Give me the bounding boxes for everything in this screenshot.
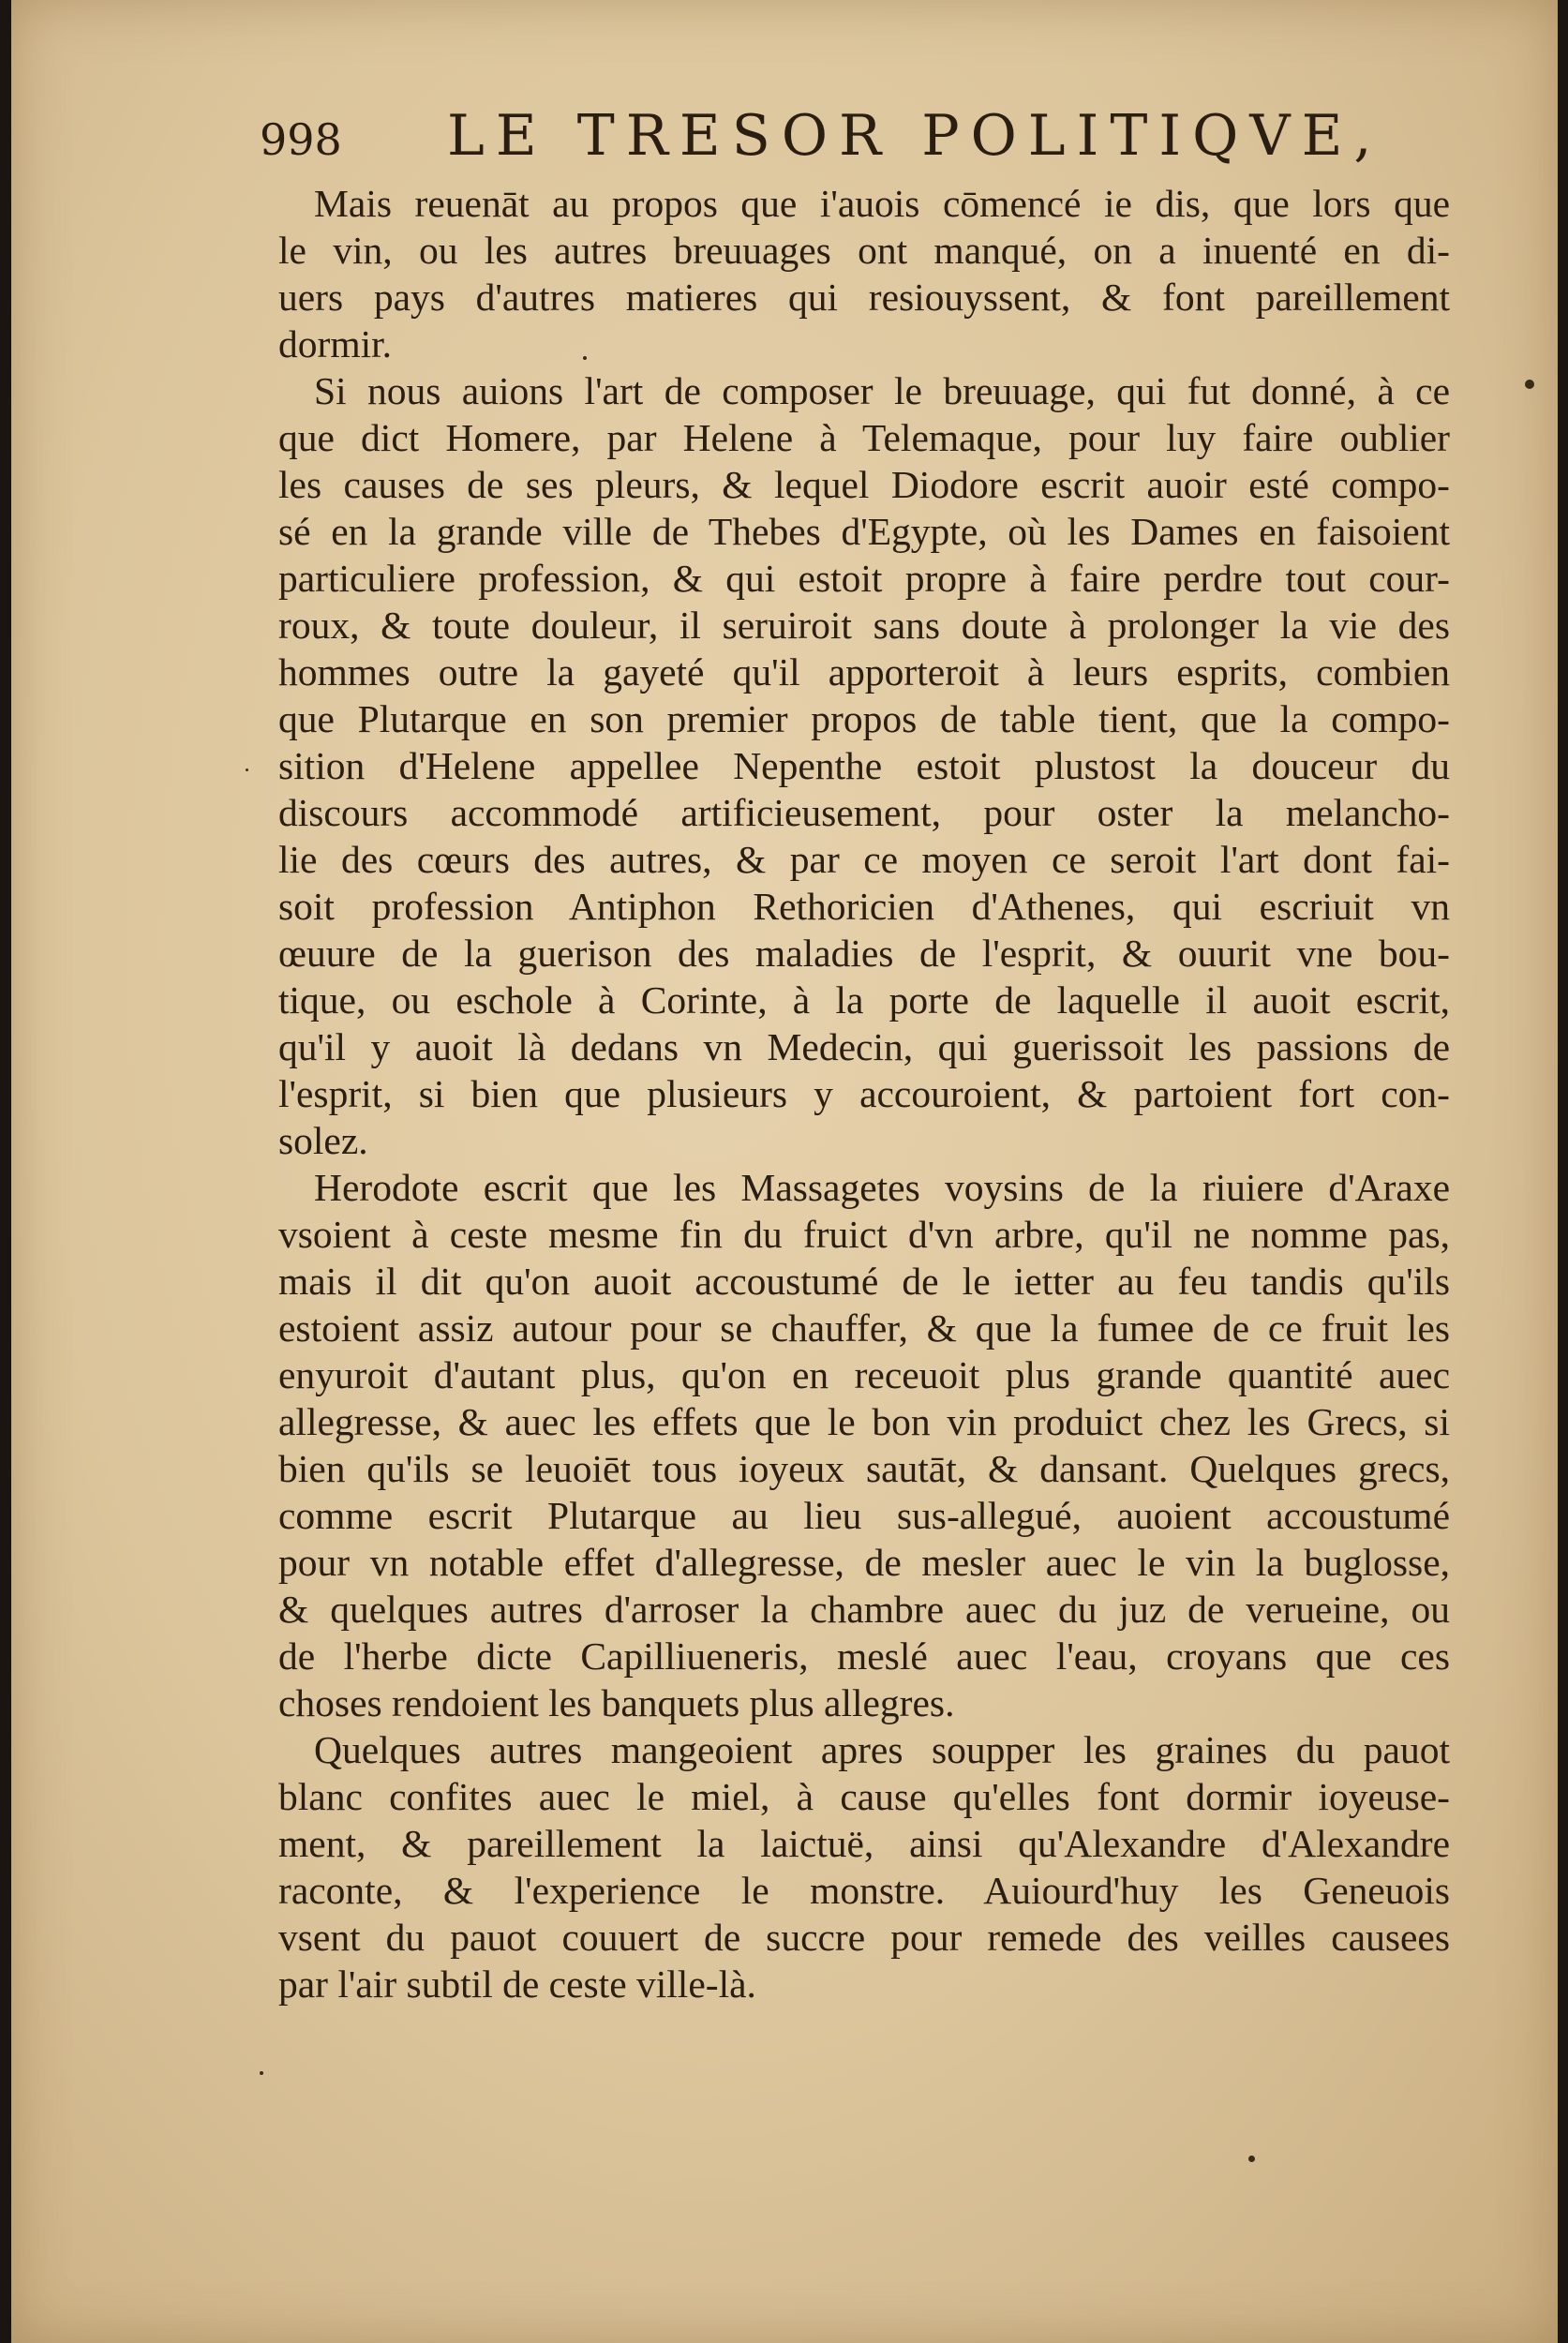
text-line: le vin, ou les autres breuuages ont manqué, on a inuenté en di- [278, 229, 1450, 272]
body-text [278, 180, 1450, 2007]
text-line: qu'il y auoit là dedans vn Medecin, qui guerissoit les passions de [278, 1025, 1450, 1068]
text-line: allegresse, & auec les effets que le bon vin produict chez les Grecs, si [278, 1400, 1450, 1443]
ink-speck [583, 356, 587, 360]
text-line: & quelques autres d'arroser la chambre auec du juz de verueine, ou [278, 1588, 1450, 1631]
text-line: que dict Homere, par Helene à Telemaque, pour luy faire oublier [278, 416, 1450, 459]
running-title: LE TRESOR POLITIQVE, [447, 103, 1383, 169]
text-line: mais il dit qu'on auoit accoustumé de le ietter au feu tandis qu'ils [278, 1260, 1450, 1303]
page-header [260, 103, 1441, 169]
text-line: choses rendoient les banquets plus allegres. [278, 1681, 955, 1724]
text-line: Quelques autres mangeoient apres soupper les graines du pauot [314, 1728, 1450, 1771]
text-line: discours accommodé artificieusement, pour oster la melancho- [278, 791, 1450, 834]
text-line: raconte, & l'experience le monstre. Auiourd'huy les Geneuois [278, 1869, 1450, 1912]
text-line: soit profession Antiphon Rethoricien d'Athenes, qui escriuit vn [278, 885, 1450, 928]
text-line: que Plutarque en son premier propos de table tient, que la compo- [278, 697, 1450, 740]
text-line: dormir. [278, 322, 393, 366]
text-line: blanc confites auec le miel, à cause qu'elles font dormir ioyeuse- [278, 1775, 1450, 1818]
text-line: les causes de ses pleurs, & lequel Diodore escrit auoir esté compo- [278, 463, 1450, 506]
text-line: estoient assiz autour pour se chauffer, & que la fumee de ce fruit les [278, 1306, 1450, 1350]
text-line: ment, & pareillement la laictuë, ainsi qu'Alexandre d'Alexandre [278, 1822, 1450, 1865]
text-line: l'esprit, si bien que plusieurs y accouroient, & partoient fort con- [278, 1072, 1450, 1115]
book-page [11, 0, 1558, 2343]
text-line: uers pays d'autres matieres qui resiouyssent, & font pareillement [278, 276, 1450, 319]
text-line: bien qu'ils se leuoiēt tous ioyeux sautāt, & dansant. Quelques grecs, [278, 1447, 1450, 1490]
text-line: Herodote escrit que les Massagetes voysins de la riuiere d'Araxe [314, 1166, 1450, 1209]
ink-speck [1525, 380, 1534, 389]
ink-speck [260, 2071, 263, 2075]
text-line: Mais reuenāt au propos que i'auois cōmencé ie dis, que lors que [314, 182, 1450, 225]
text-line: enyuroit d'autant plus, qu'on en receuoit plus grande quantité auec [278, 1353, 1450, 1396]
text-line: pour vn notable effet d'allegresse, de mesler auec le vin la buglosse, [278, 1541, 1450, 1584]
text-line: comme escrit Plutarque au lieu sus-allegué, auoient accoustumé [278, 1494, 1450, 1537]
text-line: de l'herbe dicte Capilliueneris, meslé auec l'eau, croyans que ces [278, 1634, 1450, 1678]
text-line: solez. [278, 1119, 368, 1162]
text-line: œuure de la guerison des maladies de l'esprit, & ouurit vne bou- [278, 932, 1450, 975]
text-line: sé en la grande ville de Thebes d'Egypte, où les Dames en faisoient [278, 510, 1450, 553]
text-line: sition d'Helene appellee Nepenthe estoit plustost la douceur du [278, 744, 1450, 787]
page-number: 998 [260, 114, 342, 165]
text-line: tique, ou eschole à Corinte, à la porte de laquelle il auoit escrit, [278, 978, 1450, 1022]
text-line: roux, & toute douleur, il seruiroit sans doute à prolonger la vie des [278, 604, 1450, 647]
text-line: hommes outre la gayeté qu'il apporteroit à leurs esprits, combien [278, 650, 1450, 694]
text-line: Si nous auions l'art de composer le breuuage, qui fut donné, à ce [314, 369, 1450, 412]
text-line: vsent du pauot couuert de succre pour remede des veilles causees [278, 1916, 1450, 1959]
text-line: vsoient à ceste mesme fin du fruict d'vn arbre, qu'il ne nomme pas, [278, 1213, 1450, 1256]
text-line: lie des cœurs des autres, & par ce moyen ce seroit l'art dont fai- [278, 838, 1450, 881]
ink-speck [1248, 2156, 1255, 2162]
text-line: par l'air subtil de ceste ville-là. [278, 1962, 756, 2006]
ink-speck [246, 769, 248, 771]
text-line: particuliere profession, & qui estoit propre à faire perdre tout cour- [278, 557, 1450, 600]
